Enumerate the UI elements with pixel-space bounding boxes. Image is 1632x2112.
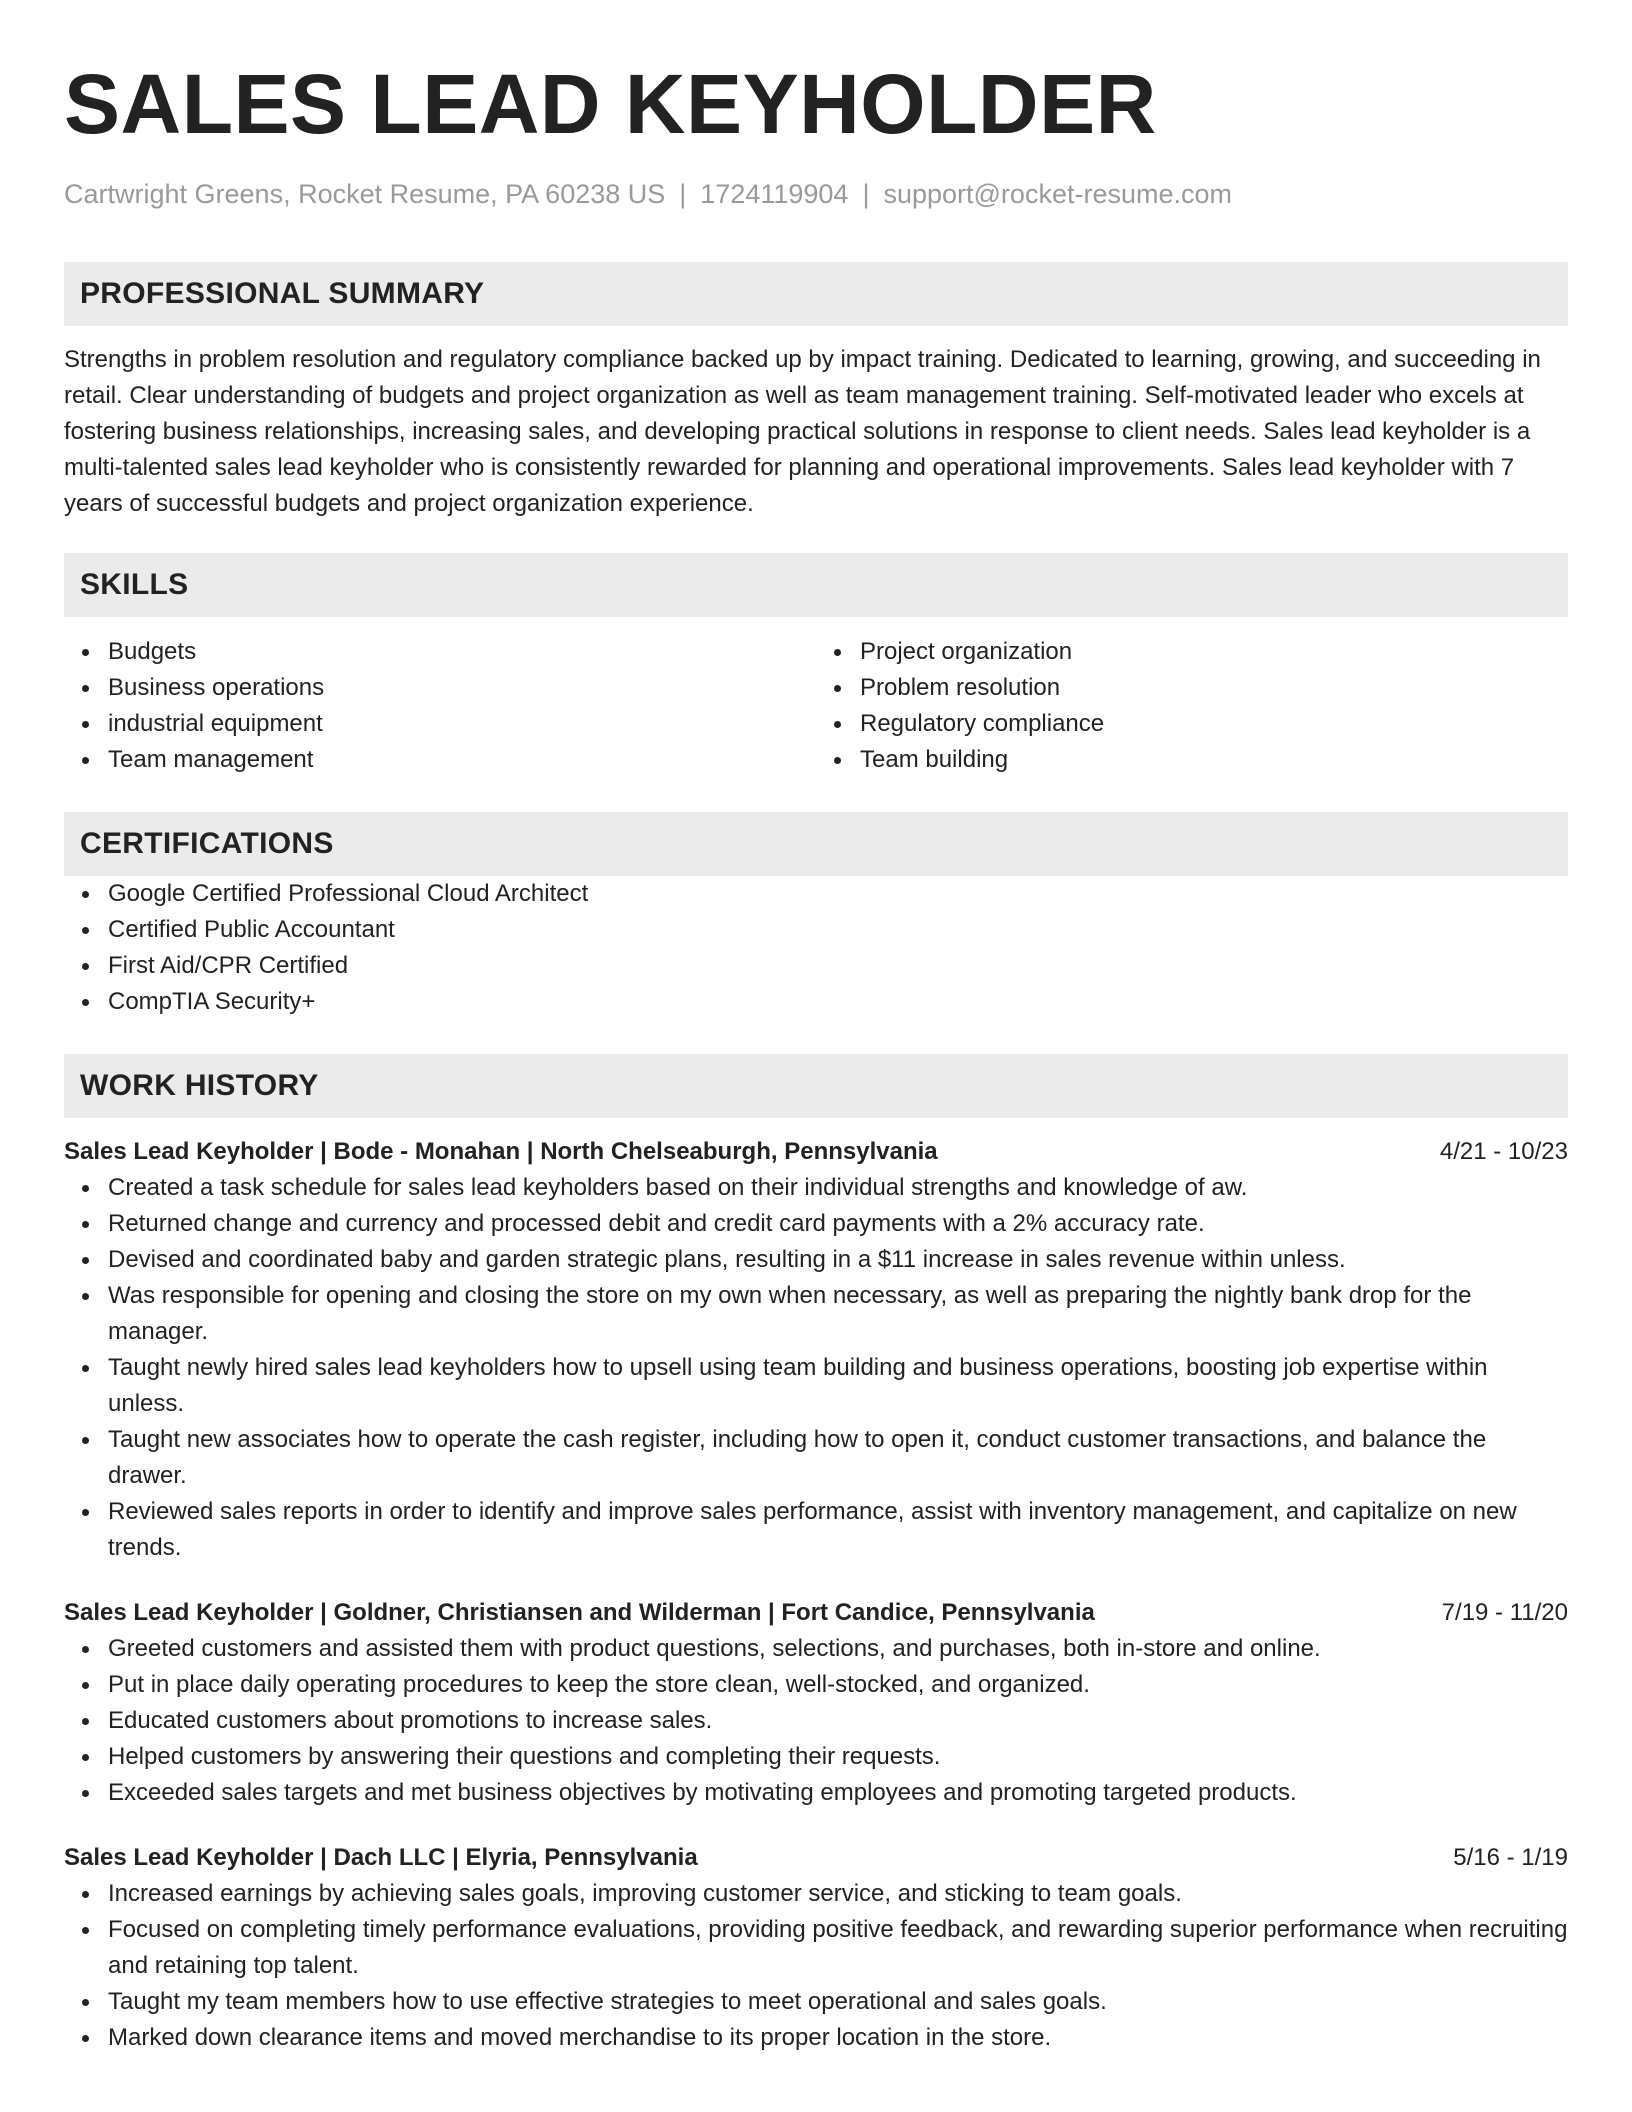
job-bullet: Exceeded sales targets and met business objectives by motivating employees and promoting targeted products. [108,1775,1568,1811]
contact-line [64,178,1568,210]
certification-item: CompTIA Security+ [108,984,1568,1020]
skill-item: Team management [108,742,816,778]
job-bullet: Greeted customers and assisted them with product questions, selections, and purchases, both in-store and online. [108,1631,1568,1667]
phone: 1724119904 [700,179,849,209]
certification-item: First Aid/CPR Certified [108,948,1568,984]
certification-item: Google Certified Professional Cloud Architect [108,876,1568,912]
certification-item: Certified Public Accountant [108,912,1568,948]
job-bullet: Taught new associates how to operate the cash register, including how to open it, conduct customer transactions, and balance the drawer. [108,1422,1568,1494]
job-title: Sales Lead Keyholder | Bode - Monahan | North Chelseaburgh, Pennsylvania [64,1138,938,1165]
skill-item: Problem resolution [860,670,1568,706]
job-entry [64,1595,1568,1811]
section-heading-summary: PROFESSIONAL SUMMARY [64,262,1568,326]
summary-text: Strengths in problem resolution and regulatory compliance backed up by impact training. Dedicated to learning, growing, and succeeding in retail. Clear understanding of budgets and project organization as well as team management training. Self-motivated leader who excels at fostering business relationships, increasing sales, and developing practical solutions in response to client needs. Sales lead keyholder is a multi-talented sales lead keyholder who is consistently rewarded for planning and operational improvements. Sales lead keyholder with 7 years of successful budgets and project organization experience. [64,346,1541,517]
job-bullet: Was responsible for opening and closing the store on my own when necessary, as well as preparing the nightly bank drop for the manager. [108,1278,1568,1350]
skill-item: industrial equipment [108,706,816,742]
job-title: Sales Lead Keyholder | Dach LLC | Elyria, Pennsylvania [64,1844,698,1871]
section-heading-work-history: WORK HISTORY [64,1054,1568,1118]
job-bullet: Put in place daily operating procedures to keep the store clean, well-stocked, and organized. [108,1667,1568,1703]
candidate-name: SALES LEAD KEYHOLDER [64,57,1157,151]
job-bullet: Reviewed sales reports in order to identify and improve sales performance, assist with inventory management, and capitalize on new trends. [108,1494,1568,1566]
section-heading-skills: SKILLS [64,553,1568,617]
skills-grid [64,634,1568,778]
skills-column-left [64,634,816,778]
skill-item: Budgets [108,634,816,670]
job-bullet-list [64,1876,1568,2056]
job-bullet: Educated customers about promotions to increase sales. [108,1703,1568,1739]
address: Cartwright Greens, Rocket Resume, PA 60238 US [64,179,666,209]
job-bullet: Helped customers by answering their questions and completing their requests. [108,1739,1568,1775]
section-heading-certifications: CERTIFICATIONS [64,812,1568,876]
job-entry [64,1840,1568,2056]
job-bullet: Returned change and currency and processed debit and credit card payments with a 2% accuracy rate. [108,1206,1568,1242]
contact-separator: | [862,179,870,209]
certification-list [64,876,1568,1020]
job-dates: 4/21 - 10/23 [1439,1138,1568,1165]
job-bullet: Created a task schedule for sales lead keyholders based on their individual strengths and knowledge of aw. [108,1170,1568,1206]
job-title: Sales Lead Keyholder | Goldner, Christiansen and Wilderman | Fort Candice, Pennsylvania [64,1599,1095,1626]
job-bullet: Increased earnings by achieving sales goals, improving customer service, and sticking to team goals. [108,1876,1568,1912]
job-bullet: Taught newly hired sales lead keyholders how to upsell using team building and business operations, boosting job expertise within unless. [108,1350,1568,1422]
job-header [64,1134,1568,1170]
job-bullet-list [64,1631,1568,1811]
job-entry [64,1134,1568,1566]
job-dates: 7/19 - 11/20 [1441,1599,1568,1626]
skill-item: Business operations [108,670,816,706]
skills-column-right [816,634,1568,778]
job-bullet: Taught my team members how to use effective strategies to meet operational and sales goals. [108,1984,1568,2020]
skill-item: Team building [860,742,1568,778]
job-header [64,1595,1568,1631]
job-dates: 5/16 - 1/19 [1453,1844,1568,1871]
contact-separator: | [679,179,687,209]
email: support@rocket-resume.com [883,179,1232,209]
job-header [64,1840,1568,1876]
job-bullet-list [64,1170,1568,1566]
job-bullet: Marked down clearance items and moved merchandise to its proper location in the store. [108,2020,1568,2056]
skill-item: Regulatory compliance [860,706,1568,742]
skill-item: Project organization [860,634,1568,670]
job-bullet: Focused on completing timely performance evaluations, providing positive feedback, and rewarding superior performance when recruiting and retaining top talent. [108,1912,1568,1984]
job-bullet: Devised and coordinated baby and garden strategic plans, resulting in a $11 increase in sales revenue within unless. [108,1242,1568,1278]
